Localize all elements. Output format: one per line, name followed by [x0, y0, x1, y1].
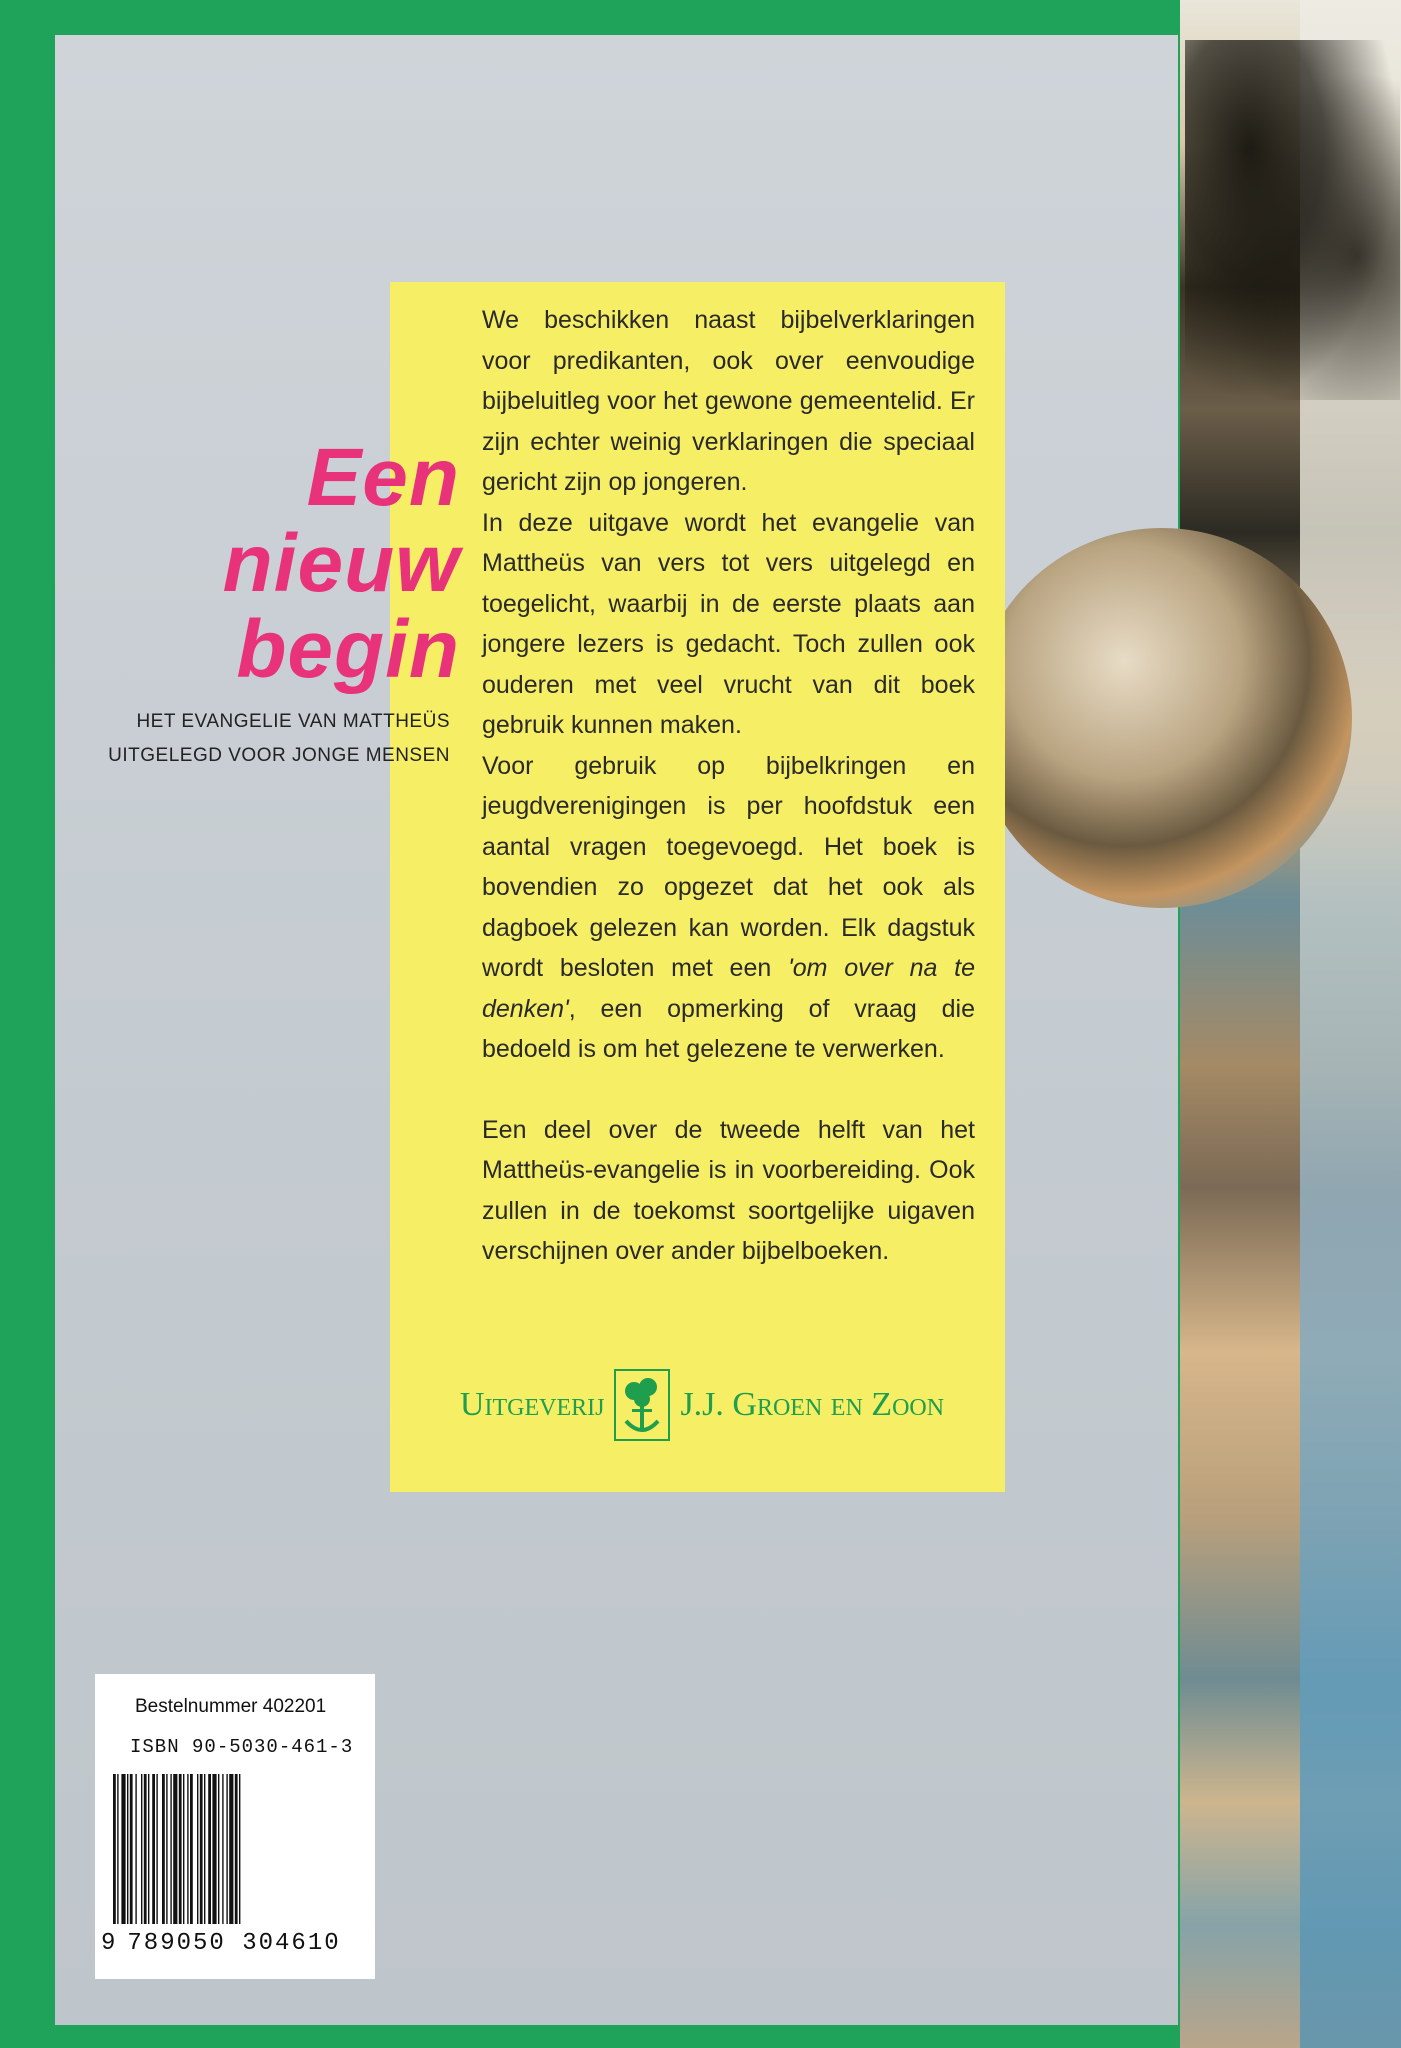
- barcode-bar: [183, 1774, 184, 1924]
- barcode-bar: [239, 1774, 240, 1924]
- blurb-paragraph-3: [482, 746, 975, 1070]
- barcode-bar: [152, 1774, 155, 1924]
- blurb-text: [482, 300, 975, 1272]
- barcode-bar: [235, 1774, 238, 1924]
- barcode-bar: [141, 1774, 142, 1924]
- title-line-1: Een: [306, 432, 460, 523]
- blurb-p3-italic: 'om over na te denken': [482, 954, 975, 1023]
- isbn-number: ISBN 90-5030-461-3: [130, 1736, 354, 1758]
- publisher-name-right: J.J. Groen en Zoon: [680, 1386, 945, 1423]
- subtitle-line-1: HET EVANGELIE VAN MATTHEÜS: [136, 711, 450, 732]
- ean-digits: [101, 1930, 371, 1957]
- barcode-bar: [173, 1774, 177, 1924]
- barcode-bar: [218, 1774, 219, 1924]
- subtitle-line-2: UITGELEGD VOOR JONGE MENSEN: [108, 745, 450, 766]
- barcode-bar: [200, 1774, 203, 1924]
- ean-digit-groups: 789050 304610: [127, 1930, 341, 1957]
- tree-foliage: [1185, 40, 1400, 400]
- barcode-bar: [127, 1774, 128, 1924]
- title-line-2: nieuw: [222, 518, 460, 609]
- barcode-bar: [144, 1774, 147, 1924]
- blurb-paragraph-1: We beschikken naast bijbelverklaringen voor predikanten, ook over eenvoudige bijbeluitleg voor het gewone gemeentelid. Er zijn echter weinig verklaringen die speciaal gericht zijn op jongeren.: [482, 306, 975, 496]
- barcode-bar: [212, 1774, 216, 1924]
- barcode-bar: [148, 1774, 149, 1924]
- ean-first-digit: 9: [101, 1930, 118, 1957]
- barcode-bar: [204, 1774, 205, 1924]
- barcode-bar: [121, 1774, 125, 1924]
- barcode-bar: [162, 1774, 165, 1924]
- barcode-bar: [135, 1774, 136, 1924]
- title-line-3: begin: [236, 604, 460, 695]
- barcode-bar: [190, 1774, 193, 1924]
- barcode-bar: [117, 1774, 118, 1924]
- barcode-bar: [179, 1774, 182, 1924]
- barcode-bar: [166, 1774, 167, 1924]
- barcode-bar: [113, 1774, 116, 1924]
- book-subtitle: [95, 705, 450, 773]
- publisher-imprint: [422, 1370, 982, 1440]
- order-number: Bestelnummer 402201: [135, 1696, 327, 1717]
- barcode-bar: [156, 1774, 157, 1924]
- barcode-bar: [197, 1774, 198, 1924]
- blurb-p3-end: , een opmerking of vraag die bedoeld is om het gelezene te verwerken.: [482, 994, 975, 1063]
- blurb-p3-start: Voor gebruik op bijbelkringen en jeugdverenigingen is per hoofdstuk een aantal vragen toegevoegd. Het boek is bovendien zo opgezet dat het ook als dagboek gelezen kan worden. Elk dagstuk wordt besloten met een: [482, 751, 975, 982]
- barcode-bar: [222, 1774, 223, 1924]
- barcode-bar: [208, 1774, 211, 1924]
- blurb-paragraph-4: Een deel over de tweede helft van het Mattheüs-evangelie is in voorbereiding. Ook zullen in de toekomst soortgelijke uigaven verschijnen over ander bijbelboeken.: [482, 1115, 975, 1265]
- round-photo-window: [972, 528, 1352, 908]
- blurb-paragraph-2: In deze uitgave wordt het evangelie van Mattheüs van vers tot vers uitgelegd en toegelicht, waarbij in de eerste plaats aan jongere lezers is gedacht. Toch zullen ook ouderen met veel vrucht van dit boek gebruik kunnen maken.: [482, 508, 975, 739]
- anchor-tree-logo-icon: [614, 1369, 670, 1441]
- barcode-bar: [187, 1774, 188, 1924]
- publisher-name-left: Uitgeverij: [459, 1386, 605, 1423]
- barcode-label: [95, 1674, 375, 1979]
- barcode-bar: [170, 1774, 171, 1924]
- barcode-bar: [226, 1774, 227, 1924]
- ean-barcode: [113, 1774, 358, 1924]
- book-title: [170, 432, 460, 695]
- barcode-bar: [130, 1774, 133, 1924]
- barcode-bar: [229, 1774, 233, 1924]
